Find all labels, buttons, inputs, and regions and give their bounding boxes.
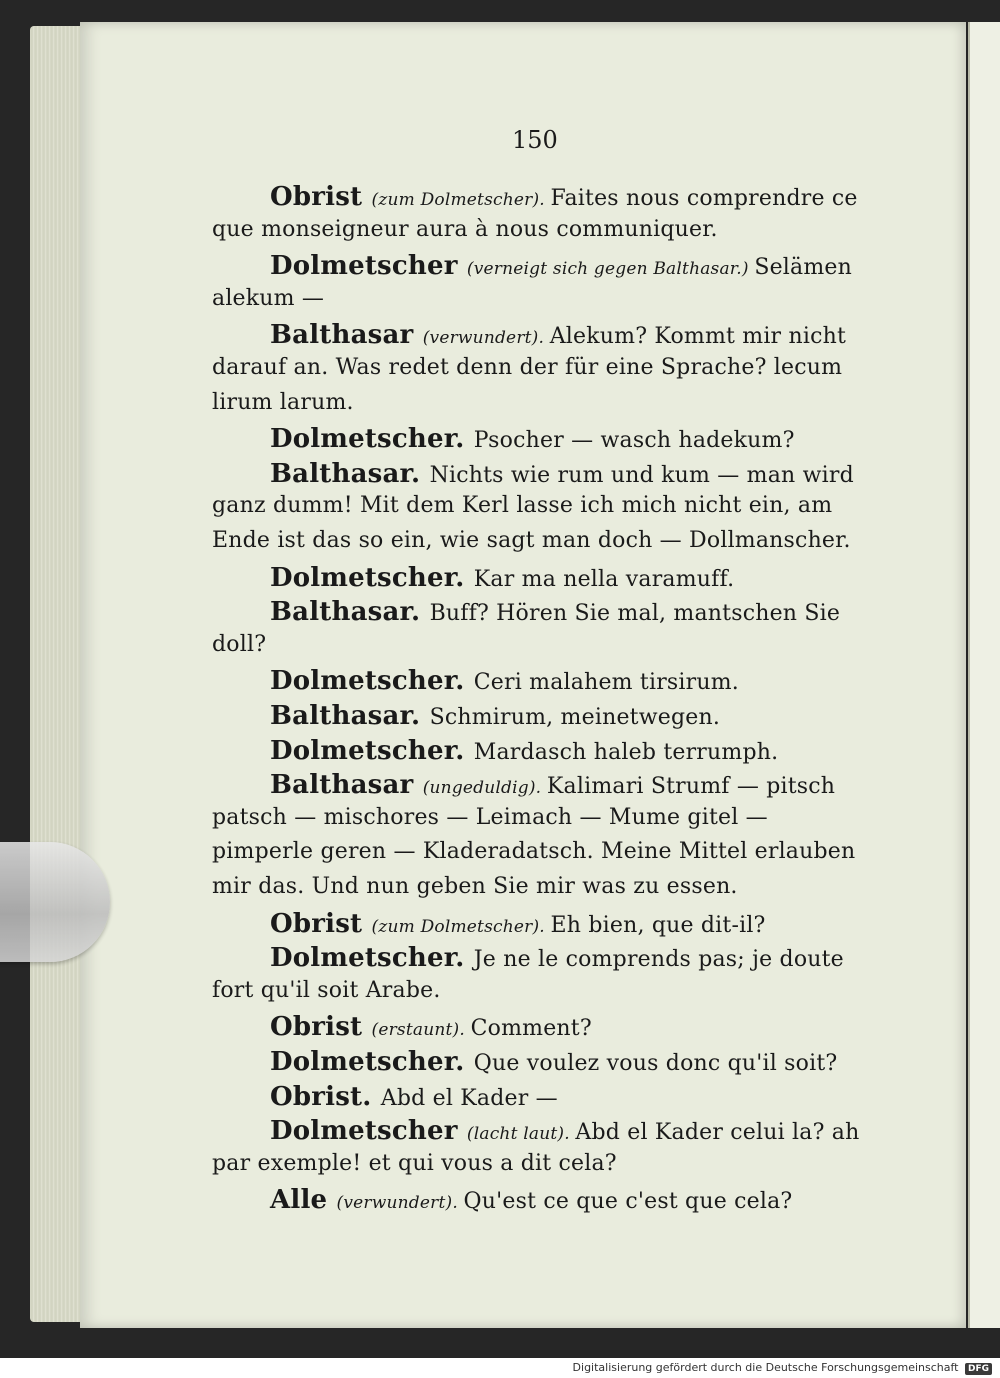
speaker-name: Balthasar. (270, 701, 430, 731)
dialogue-line (270, 943, 844, 973)
dialogue-line (270, 736, 778, 766)
line-text: Comment? (470, 1016, 592, 1042)
dialogue-line (212, 839, 855, 864)
page-text (80, 22, 966, 1328)
speaker-name: Dolmetscher. (270, 943, 474, 974)
line-text: Abd el Kader — (380, 1085, 558, 1111)
dialogue-line (270, 909, 766, 939)
line-text: Ende ist das so ein, wie sagt man doch — Dollmanscher. (212, 528, 851, 553)
stage-direction: (verwundert). (422, 328, 550, 349)
dialogue-line (212, 390, 354, 415)
dialogue-line (212, 978, 441, 1003)
speaker-name: Dolmetscher. (270, 735, 474, 766)
stage-direction: (zum Dolmetscher). (371, 190, 551, 210)
line-text: doll? (212, 631, 267, 657)
line-text: Mardasch haleb terrumph. (473, 739, 779, 765)
page-number: 150 (512, 126, 558, 154)
line-text: Nichts wie rum und kum — man wird (429, 462, 854, 488)
line-text: ganz dumm! Mit dem Kerl lasse ich mich nicht ein, am (212, 493, 833, 519)
dialogue-line (212, 493, 832, 518)
speaker-name: Balthasar (270, 320, 423, 351)
line-text: mir das. Und nun geben Sie mir was zu essen. (212, 874, 738, 899)
dialogue-line (270, 563, 734, 593)
line-text: Schmirum, meinetwegen. (429, 705, 721, 730)
dialogue-line (212, 805, 768, 830)
line-text: Qu'est ce que c'est que cela? (463, 1189, 793, 1215)
line-text: Eh bien, que dit-il? (550, 912, 766, 938)
stage-direction: (ungeduldig). (422, 778, 547, 799)
line-text: Que voulez vous donc qu'il soit? (473, 1051, 838, 1076)
dialogue-line (270, 770, 835, 800)
dialogue-line (270, 1116, 859, 1146)
line-text: patsch — mischores — Leimach — Mume gitel — (212, 804, 768, 830)
line-text: par exemple! et qui vous a dit cela? (212, 1150, 617, 1176)
dialogue-line (270, 701, 720, 731)
book-page (80, 22, 966, 1328)
dialogue-line (270, 1012, 592, 1042)
line-text: fort qu'il soit Arabe. (212, 977, 441, 1003)
dialogue-line (270, 1082, 558, 1112)
speaker-name: Balthasar. (270, 458, 430, 489)
line-text: Ceri malahem tirsirum. (473, 670, 739, 696)
dfg-logo: DFG (965, 1363, 992, 1375)
line-text: pimperle geren — Kladeradatsch. Meine Mittel erlauben (212, 839, 856, 865)
dialogue-line (212, 874, 738, 899)
stage-direction: (lacht laut). (466, 1124, 576, 1145)
speaker-name: Balthasar. (270, 597, 430, 628)
dialogue-line (270, 459, 854, 489)
line-text: Buff? Hören Sie mal, mantschen Sie (429, 601, 841, 627)
dialogue-line (212, 355, 842, 380)
speaker-name: Dolmetscher. (270, 562, 474, 593)
line-text: Kalimari Strumf — pitsch (546, 774, 836, 800)
line-text: lirum larum. (212, 389, 354, 415)
line-text: Faites nous comprendre ce (550, 186, 858, 211)
speaker-name: Dolmetscher (270, 1116, 467, 1147)
speaker-name: Obrist (270, 908, 372, 939)
speaker-name: Obrist. (270, 1081, 381, 1112)
dialogue-line (270, 182, 858, 212)
line-text: Psocher — wasch hadekum? (473, 428, 795, 454)
dialogue-line (212, 286, 324, 311)
speaker-name: Dolmetscher. (270, 424, 474, 455)
speaker-name: Obrist (270, 182, 372, 212)
dialogue-line (212, 217, 718, 242)
stage-direction: (erstaunt). (371, 1020, 471, 1041)
speaker-name: Dolmetscher. (270, 1047, 474, 1077)
footer-text: Digitalisierung gefördert durch die Deutsche Forschungsgemeinschaft (572, 1361, 959, 1374)
facing-page-edge (968, 22, 1000, 1328)
dialogue-line (212, 632, 266, 657)
dialogue-line (270, 1185, 792, 1215)
speaker-name: Alle (270, 1185, 337, 1216)
speaker-name: Dolmetscher (270, 251, 467, 282)
dialogue-line (270, 597, 840, 627)
line-text: Selämen (754, 255, 853, 281)
stage-direction: (verwundert). (336, 1193, 464, 1214)
line-text: Alekum? Kommt mir nicht (549, 324, 847, 350)
stage-direction: (verneigt sich gegen Balthasar.) (466, 259, 755, 280)
speaker-name: Obrist (270, 1012, 372, 1043)
footer-credit (573, 1361, 992, 1375)
stage-direction: (zum Dolmetscher). (371, 916, 551, 937)
dialogue-line (270, 320, 846, 350)
dialogue-line (212, 528, 851, 553)
line-text: que monseigneur aura à nous communiquer. (212, 216, 718, 242)
dialogue-line (212, 1151, 617, 1176)
dialogue-line (270, 666, 739, 696)
line-text: alekum — (212, 285, 325, 311)
dialogue-line (270, 424, 795, 454)
line-text: darauf an. Was redet denn der für eine Sprache? lecum (212, 355, 843, 380)
line-text: Abd el Kader celui la? ah (575, 1120, 860, 1146)
speaker-name: Dolmetscher. (270, 666, 474, 697)
dialogue-line (270, 1047, 837, 1077)
line-text: Je ne le comprends pas; je doute (473, 947, 844, 973)
line-text: Kar ma nella varamuff. (473, 566, 735, 592)
speaker-name: Balthasar (270, 770, 423, 801)
dialogue-line (270, 251, 852, 281)
